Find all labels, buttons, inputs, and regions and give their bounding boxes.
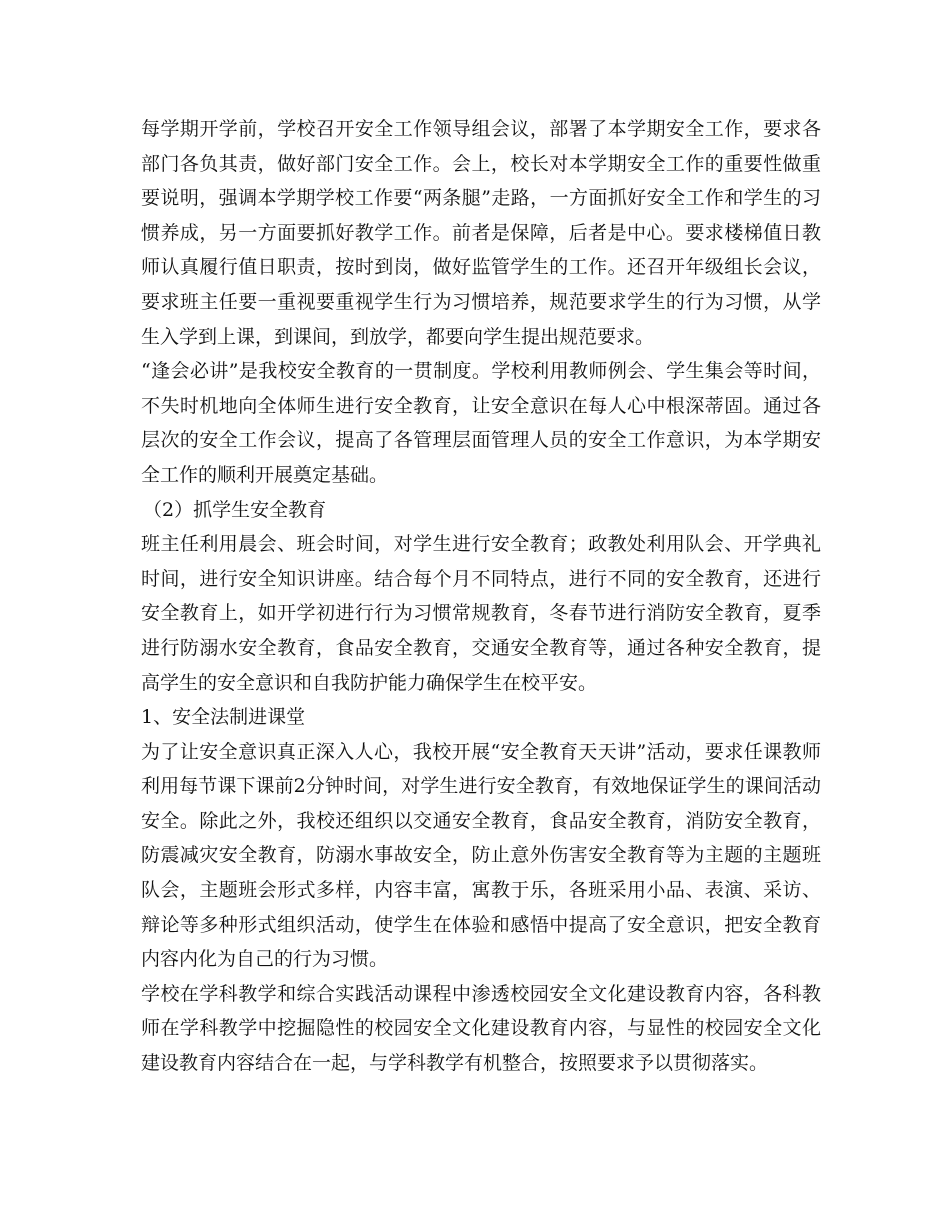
paragraph-daily-safety-talk: 为了让安全意识真正深入人心，我校开展“安全教育天天讲”活动，要求任课教师利用每节课下课前2分钟时间，对学生进行安全教育，有效地保证学生的课间活动安全。除此之外，我校还组织以交通安全教育，食品安全教育，消防安全教育，防震减灾安全教育，防溺水事故安全，防止意外伤害安全教育等为主题的主题班队会，主题班会形式多样，内容丰富，寓教于乐，各班采用小品、表演、采访、辩论等多种形式组织活动，使学生在体验和感悟中提高了安全意识，把安全教育内容内化为自己的行为习惯。	[141, 740, 821, 971]
document-body	[141, 112, 821, 1081]
paragraph-every-meeting: “逢会必讲”是我校安全教育的一贯制度。学校利用教师例会、学生集会等时间，不失时机地向全体师生进行安全教育，让安全意识在每人心中根深蒂固。通过各层次的安全工作会议，提高了各管理层面管理人员的安全工作意识，为本学期安全工作的顺利开展奠定基础。	[141, 360, 821, 486]
paragraph-semester-meeting: 每学期开学前，学校召开安全工作领导组会议，部署了本学期安全工作，要求各部门各负其责，做好部门安全工作。会上，校长对本学期安全工作的重要性做重要说明，强调本学期学校工作要“两条腿”走路，一方面抓好安全工作和学生的习惯养成，另一方面要抓好教学工作。前者是保障，后者是中心。要求楼梯值日教师认真履行值日职责，按时到岗，做好监管学生的工作。还召开年级组长会议，要求班主任要一重视要重视学生行为习惯培养，规范要求学生的行为习惯，从学生入学到上课，到课间，到放学，都要向学生提出规范要求。	[141, 118, 821, 348]
paragraph-subject-integration: 学校在学科教学和综合实践活动课程中渗透校园安全文化建设教育内容，各科教师在学科教学中挖掘隐性的校园安全文化建设教育内容，与显性的校园安全文化建设教育内容结合在一起，与学科教学有机整合，按照要求予以贯彻落实。	[141, 982, 821, 1075]
heading-student-safety-education: （2）抓学生安全教育	[143, 498, 327, 521]
paragraph-class-teacher-education: 班主任利用晨会、班会时间，对学生进行安全教育；政教处利用队会、开学典礼时间，进行安全知识讲座。结合每个月不同特点，进行不同的安全教育，还进行安全教育上，如开学初进行行为习惯常规教育，冬春节进行消防安全教育，夏季进行防溺水安全教育，食品安全教育，交通安全教育等，通过各种安全教育，提高学生的安全意识和自我防护能力确保学生在校平安。	[141, 533, 821, 694]
heading-safety-law-in-class: 1、安全法制进课堂	[141, 706, 306, 729]
